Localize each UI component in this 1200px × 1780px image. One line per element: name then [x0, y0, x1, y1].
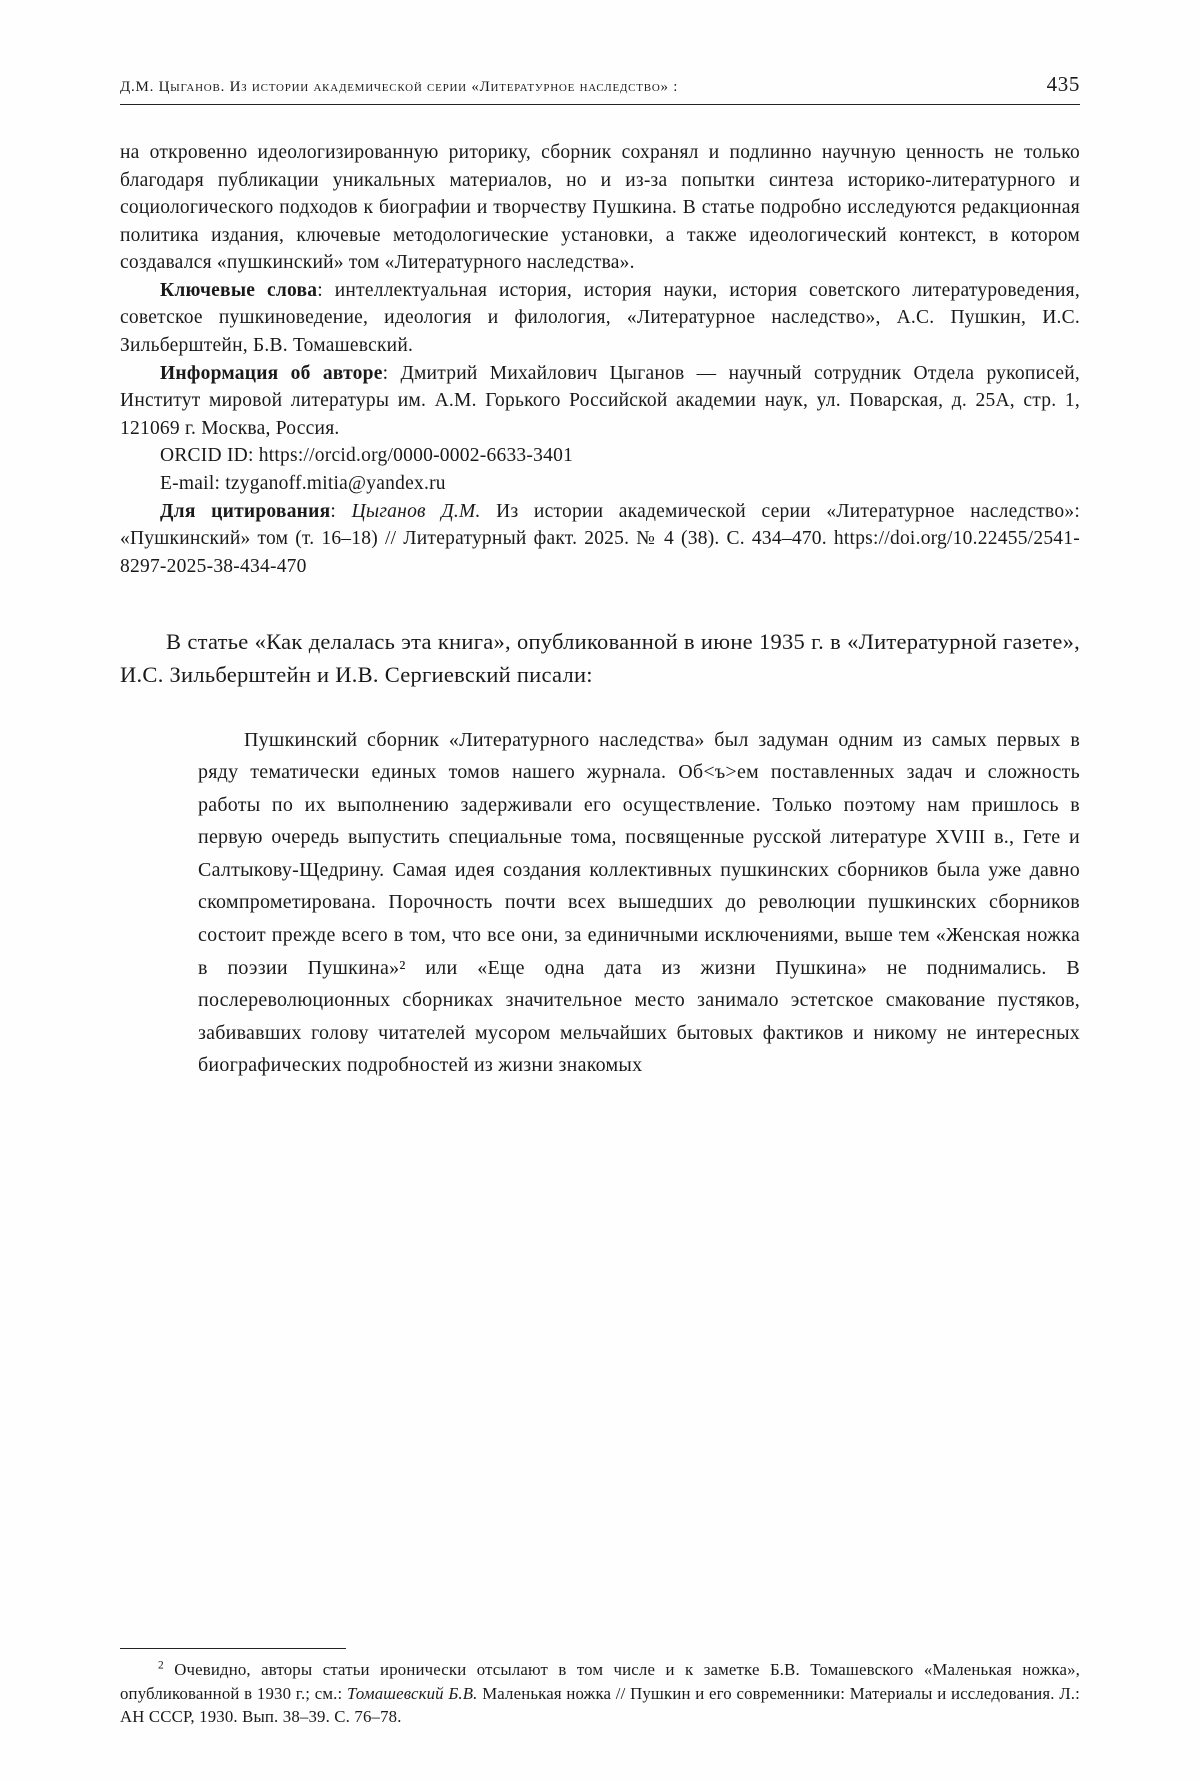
author-info-label: Информация об авторе [160, 362, 383, 384]
email-line: E-mail: tzyganoff.mitia@yandex.ru [160, 472, 446, 494]
keywords-label: Ключевые слова [160, 279, 318, 301]
abstract-continuation-paragraph: на откровенно идеологизированную риторику, сборник сохранял и подлинно научную ценность не только благодаря публикации уникальных материалов, но и из-за попытки синтеза историко-литературного и социологического подходов к биографии и творчеству Пушкина. В статье подробно исследуются редакционная политика издания, ключевые методологические установки, а также идеологический контекст, в котором создавался «пушкинский» том «Литературного наследства». [120, 142, 1080, 274]
abstract-section [120, 139, 1080, 580]
footnote-marker: 2 [158, 1659, 164, 1672]
keywords-text: : интеллектуальная история, история науки, история советского литературоведения, советское пушкиноведение, идеология и филология, «Литературное наследство», А.С. Пушкин, И.С. Зильберштейн, Б.В. Томашевский. [120, 279, 1080, 357]
footnote-text-before: Очевидно, авторы статьи иронически отсылают в том числе и к заметке Б.В. Томашевского «Маленькая ножка», опубликованной в 1930 г.; см.: [120, 1660, 1080, 1703]
running-title: Д.М. Цыганов. Из истории академической серии «Литературное наследство» : [120, 79, 679, 95]
citation-author: Цыганов Д.М. [351, 500, 481, 522]
running-head [120, 72, 1080, 97]
author-info-paragraph [120, 360, 1080, 443]
article-body [120, 580, 1080, 1082]
page-number: 435 [1046, 72, 1080, 96]
footnote-rule [120, 1648, 346, 1649]
citation-text: Из истории академической серии «Литературное наследство»: «Пушкинский» том (т. 16–18) // Литературный факт. 2025. № 4 (38). С. 434–470. https://doi.org/10.22455/2541-8297-2025-38-434-470 [120, 500, 1080, 577]
footnote [120, 1658, 1080, 1728]
citation-paragraph [120, 498, 1080, 581]
footnote-text-after: Маленькая ножка // Пушкин и его современники: Материалы и исследования. Л.: АН СССР, 1930. Вып. 38–39. С. 76–78. [120, 1683, 1080, 1726]
footnote-italic-author: Томашевский Б.В. [347, 1683, 478, 1703]
header-rule [120, 104, 1080, 105]
citation-label: Для цитирования [160, 500, 331, 522]
author-info-text: : Дмитрий Михайлович Цыганов — научный сотрудник Отдела рукописей, Институт мировой литературы им. А.М. Горького Российской академии наук, ул. Поварская, д. 25А, стр. 1, 121069 г. Москва, Россия. [120, 362, 1080, 439]
lead-paragraph: В статье «Как делалась эта книга», опубликованной в июне 1935 г. в «Литературной газете», И.С. Зильберштейн и И.В. Сергиевский писали: [120, 629, 1080, 687]
citation-separator: : [330, 500, 352, 522]
orcid-line: ORCID ID: https://orcid.org/0000-0002-6633-3401 [160, 445, 574, 467]
keywords-paragraph [120, 277, 1080, 360]
quote-block: Пушкинский сборник «Литературного наследства» был задуман одним из самых первых в ряду тематически единых томов нашего журнала. Об<ъ>ем поставленных задач и сложность работы по их выполнению задерживали его осуществление. Только поэтому нам пришлось в первую очередь выпустить специальные тома, посвященные русской литературе XVIII в., Гете и Салтыкову-Щедрину. Самая идея создания коллективных пушкинских сборников была уже давно скомпрометирована. Порочность почти всех вышедших до революции пушкинских сборников состоит прежде всего в том, что все они, за единичными исключениями, выше тем «Женская ножка в поэзии Пушкина»² или «Еще одна дата из жизни Пушкина» не поднимались. В послереволюционных сборниках значительное место занимало эстетское смакование пустяков, забивавших голову читателей мусором мельчайших бытовых фактиков и никому не интересных биографических подробностей из жизни знакомых [198, 728, 1080, 1077]
footnote-section [120, 1630, 1080, 1728]
